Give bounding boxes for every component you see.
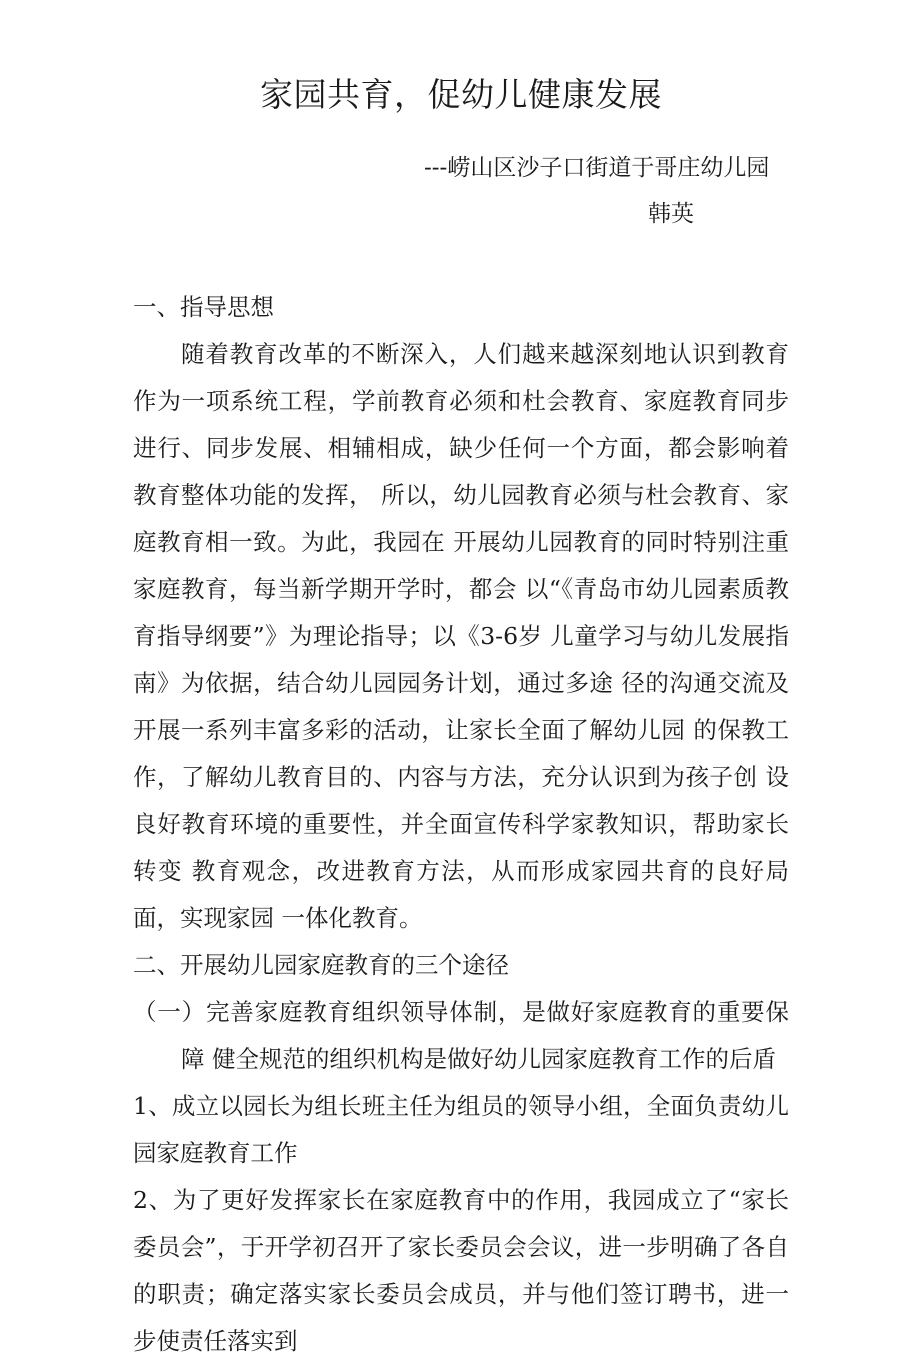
numbered-item-2: 2、为了更好发挥家长在家庭教育中的作用，我园成立了“家长委员会”，于开学初召开了家长委员会会议，进一步明确了各自的职责；确定落实家长委员会成员，并与他们签订聘书，进一步使责任落实到 xyxy=(133,1185,789,1355)
section-heading-2: 二、开展幼儿园家庭教育的三个途径 xyxy=(133,950,509,979)
byline-organization: ---崂山区沙子口街道于哥庄幼儿园 xyxy=(424,154,770,181)
section-heading-1: 一、指导思想 xyxy=(133,292,274,321)
byline-author: 韩英 xyxy=(648,200,694,227)
document-content-column xyxy=(133,0,789,1365)
byline xyxy=(133,145,789,237)
subsection-item-1: （一）完善家庭教育组织领导体制，是做好家庭教育的重要保障 健全规范的组织机构是做好幼儿园家庭教育工作的后盾 xyxy=(133,997,789,1073)
body-paragraph-1: 随着教育改革的不断深入，人们越来越深刻地认识到教育作为一项系统工程，学前教育必须和杜会教育、家庭教育同步进行、同步发展、相辅相成，缺少任何一个方面，都会影响着教育整体功能的发挥， 所以，幼儿园教育必须与杜会教育、家庭教育相一致。为此，我园在 开展幼儿园教育的同时特别注重家庭教育，每当新学期开学时，都会 以“《青岛市幼儿园素质教育指导纲要”》为理论指导；以《3-6岁 儿童学习与幼儿发展指南》为依据，结合幼儿园园务计划，通过多途 径的沟通交流及开展一系列丰富多彩的活动，让家长全面了解幼儿园 的保教工作，了解幼儿教育目的、内容与方法，充分认识到为孩子创 设良好教育环境的重要性，并全面宣传科学家教知识，帮助家长转变 教育观念，改进教育方法，从而形成家园共育的良好局面，实现家园 一体化教育。 xyxy=(133,339,789,932)
page-title: 家园共育，促幼儿健康发展 xyxy=(260,75,662,114)
document-body xyxy=(133,284,789,1365)
numbered-item-1: 1、成立以园长为组长班主任为组员的领导小组，全面负责幼儿园家庭教育工作 xyxy=(133,1091,789,1167)
